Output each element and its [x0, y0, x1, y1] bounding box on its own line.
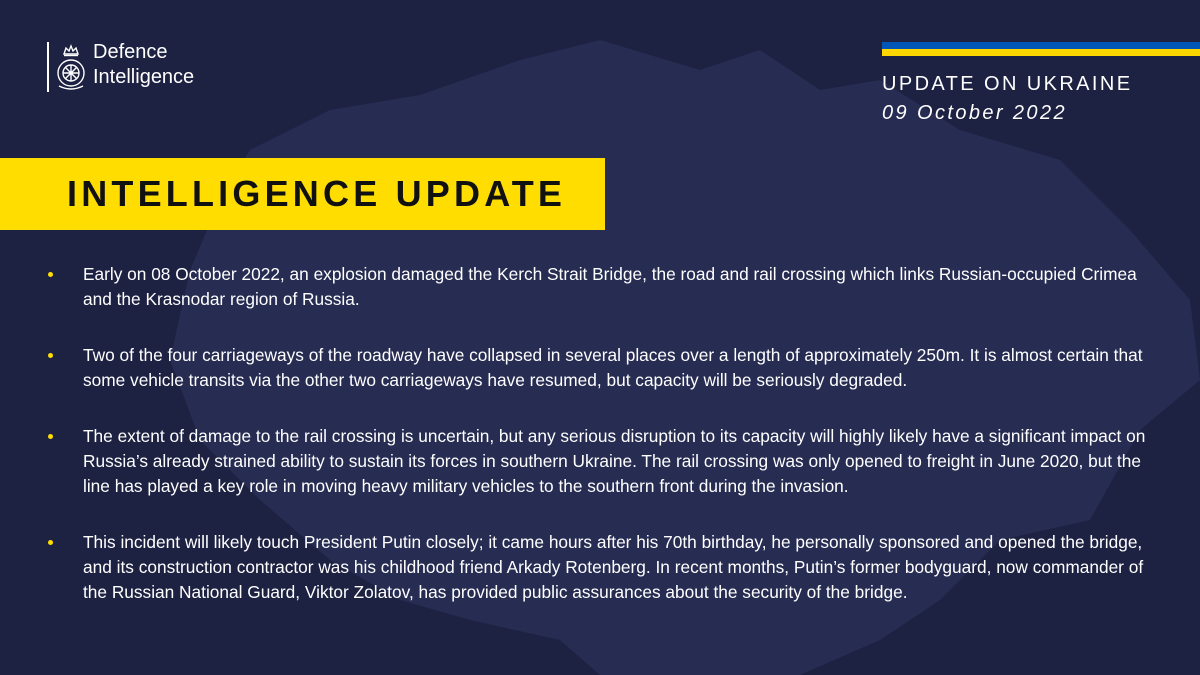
bullet-item: [48, 262, 1158, 312]
flag-blue-band: [882, 42, 1200, 49]
ukraine-flag-stripe: [882, 42, 1200, 56]
defence-intelligence-logo: [47, 40, 247, 96]
bullet-text: Early on 08 October 2022, an explosion damaged the Kerch Strait Bridge, the road and rail crossing which links Russian-occupied Crimea and the Krasnodar region of Russia.: [83, 264, 1137, 309]
bullet-dot-icon: [48, 434, 53, 439]
bullet-dot-icon: [48, 272, 53, 277]
bullet-list: [48, 262, 1158, 636]
royal-crest-icon: [53, 42, 89, 92]
bullet-item: [48, 424, 1158, 499]
bullet-text: This incident will likely touch President Putin closely; it came hours after his 70th birthday, he personally sponsored and opened the bridge, and its construction contractor was his childhood friend Arkady Rotenberg. In recent months, Putin’s former bodyguard, now commander of the Russian National Guard, Viktor Zolatov, has provided public assurances about the security of the bridge.: [83, 532, 1144, 602]
bullet-item: [48, 530, 1158, 605]
update-title: UPDATE ON UKRAINE: [882, 73, 1133, 95]
intelligence-update-banner: INTELLIGENCE UPDATE: [0, 158, 605, 230]
logo-text-defence: Defence: [93, 41, 168, 63]
bullet-dot-icon: [48, 353, 53, 358]
bullet-text: Two of the four carriageways of the roadway have collapsed in several places over a length of approximately 250m. It is almost certain that some vehicle transits via the other two carriageways have resumed, but capacity will be seriously degraded.: [83, 345, 1143, 390]
flag-yellow-band: [882, 49, 1200, 56]
bullet-text: The extent of damage to the rail crossing is uncertain, but any serious disruption to its capacity will highly likely have a significant impact on Russia’s already strained ability to sustain its forces in southern Ukraine. The rail crossing was only opened to freight in June 2020, but the line has played a key role in moving heavy military vehicles to the southern front during the invasion.: [83, 426, 1146, 496]
logo-text-intelligence: Intelligence: [93, 66, 195, 88]
bullet-item: [48, 343, 1158, 393]
update-date: 09 October 2022: [882, 102, 1067, 124]
logo-divider: [47, 42, 49, 92]
bullet-dot-icon: [48, 540, 53, 545]
